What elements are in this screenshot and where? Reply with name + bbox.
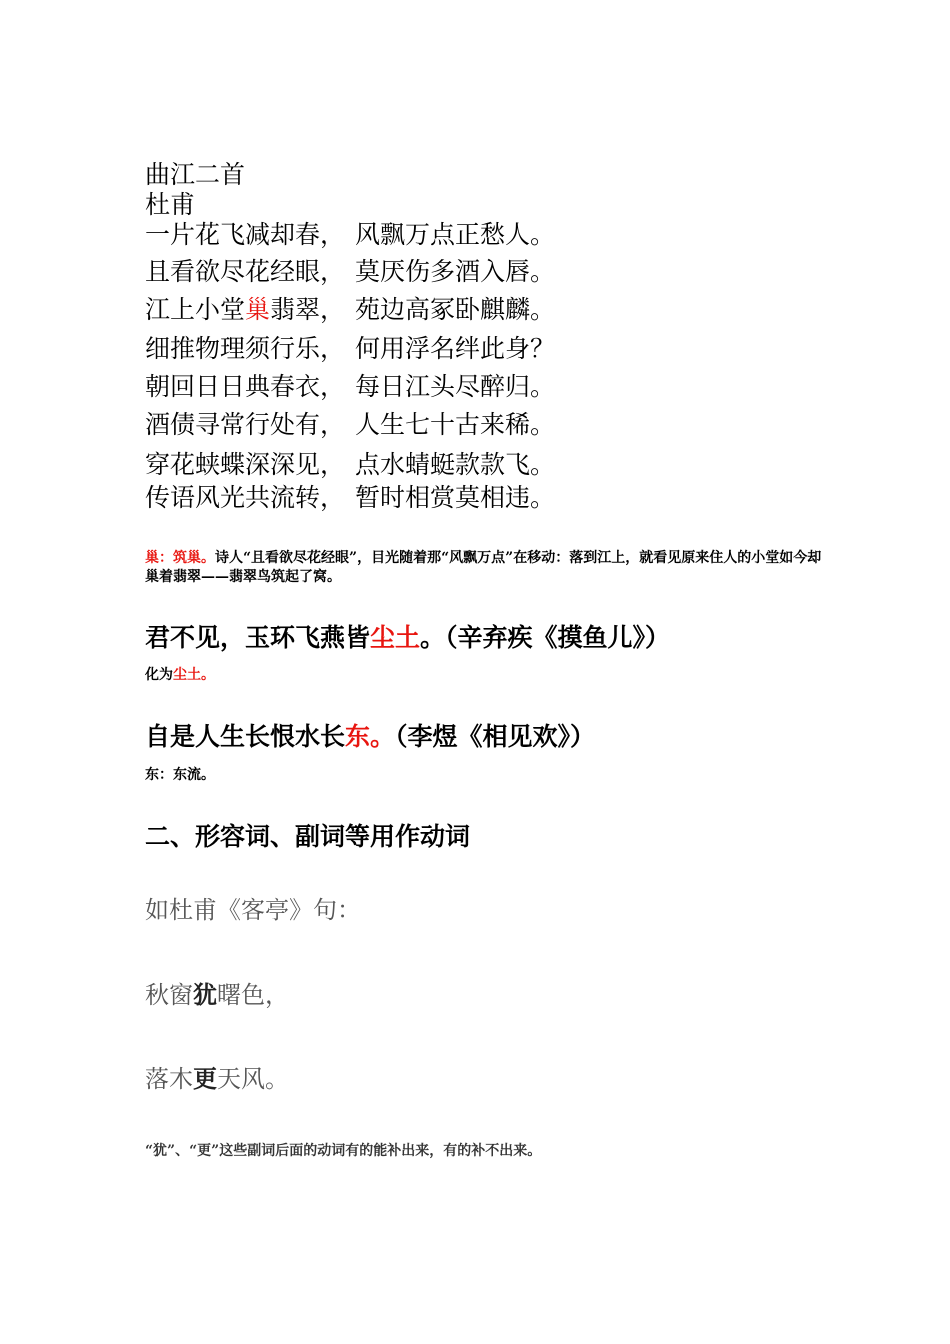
poem-line: 细推物理须行乐， 何用浮名绊此身？ (145, 334, 556, 363)
verse-line: 落木更天风。 (145, 1064, 289, 1093)
poem-line: 一片花飞减却春， 风飘万点正愁人。 (145, 220, 556, 249)
section-heading: 二、形容词、副词等用作动词 (145, 822, 471, 851)
example-note: 化为尘土。 (145, 667, 215, 683)
poem-line: 朝回日日典春衣， 每日江头尽醉归。 (145, 372, 556, 401)
section-footnote: “犹”、“更”这些副词后面的动词有的能补出来，有的补不出来。 (145, 1143, 542, 1159)
verse-line: 秋窗犹曙色， (145, 980, 289, 1009)
example-quote: 君不见，玉环飞燕皆尘土。（辛弃疾《摸鱼儿》） (145, 623, 671, 652)
poem-line: 穿花蛱蝶深深见， 点水蜻蜓款款飞。 (145, 450, 556, 479)
poem-annotation: 巢：筑巢。诗人“且看欲尽花经眼”，目光随着那“风飘万点”在移动：落到江上，就看见原来住人的小堂如今却巢着翡翠——翡翠鸟筑起了窝。 (145, 550, 822, 585)
poem-line: 且看欲尽花经眼， 莫厌伤多酒入唇。 (145, 257, 556, 286)
poem-line: 传语风光共流转， 暂时相赏莫相违。 (145, 483, 556, 512)
poem-author: 杜甫 (145, 190, 196, 219)
poem-line: 酒债寻常行处有， 人生七十古来稀。 (145, 410, 556, 439)
section-intro: 如杜甫《客亭》句： (145, 896, 361, 924)
poem-title: 曲江二首 (145, 160, 246, 189)
example-quote: 自是人生长恨水长东。（李煜《相见欢》） (145, 722, 596, 751)
highlight-word: 巢 (245, 295, 271, 324)
poem-line: 江上小堂巢翡翠， 苑边高冢卧麒麟。 (145, 295, 556, 324)
example-note: 东：东流。 (145, 767, 215, 783)
